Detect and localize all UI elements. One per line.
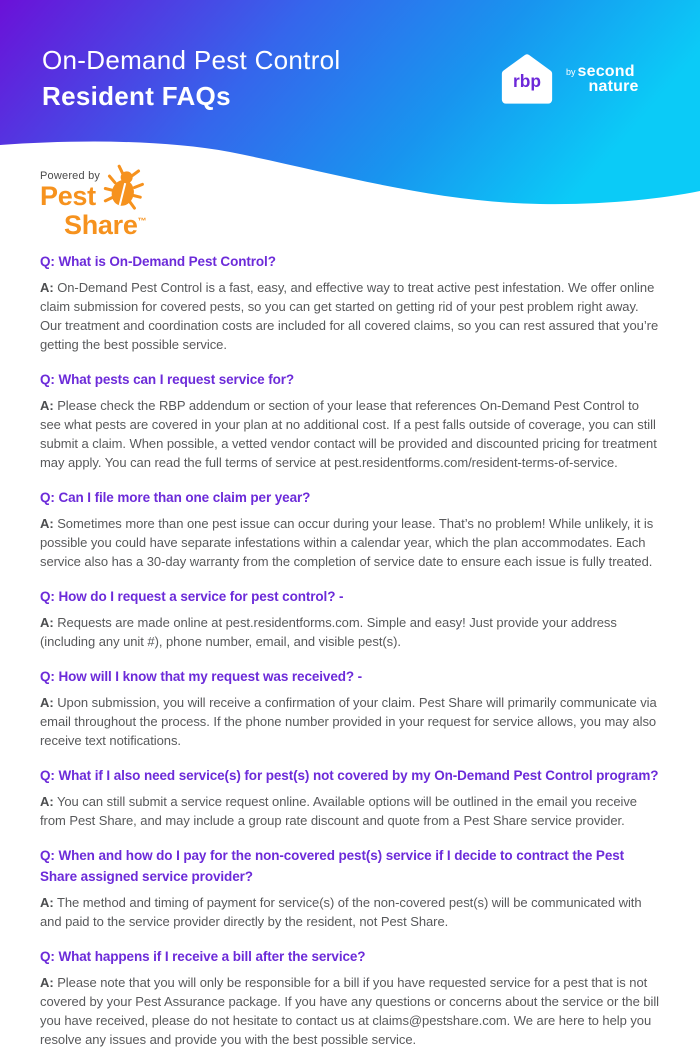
faq-item (40, 251, 660, 354)
faq-question: Q: What pests can I request service for? (40, 372, 295, 387)
faq-answer (40, 693, 660, 750)
answer-prefix: A: (40, 895, 54, 910)
faq-item (40, 845, 660, 931)
answer-prefix: A: (40, 280, 54, 295)
faq-answer (40, 613, 660, 651)
answer-text: Upon submission, you will receive a confirmation of your claim. Pest Share will primarily communicate via email throughout the process. If the phone number provided in your request for service allows, you may also receive text notifications. (40, 695, 657, 748)
second-nature-byline (566, 64, 639, 94)
answer-text: Please note that you will only be responsible for a bill if you have requested service for a pest that is not covered by your Pest Assurance package. If you have any questions or concerns about the service or the bill you have received, please do not hesitate to contact us at claims@pestshare.com. We are here to help you resolve any issues and provide you with the best possible service. (40, 975, 660, 1047)
rbp-logo-text: rbp (512, 71, 542, 92)
pestshare-word-pest: Pest (40, 181, 96, 211)
faq-item (40, 487, 660, 571)
faq-answer (40, 792, 660, 830)
answer-prefix: A: (40, 794, 54, 809)
answer-prefix: A: (40, 516, 54, 531)
pestshare-word-share-text: Share (64, 210, 138, 240)
faq-question: Q: Can I file more than one claim per year? (40, 490, 311, 505)
faq-question: Q: How do I request a service for pest control? - (40, 589, 344, 604)
answer-text: The method and timing of payment for service(s) of the non-covered pest(s) will be communicated with and paid to the service provider directly by the resident, not Pest Share. (40, 895, 642, 929)
pestshare-word-share (64, 209, 200, 240)
rbp-logo-icon (498, 51, 556, 108)
faq-list (0, 236, 700, 1049)
answer-text: Requests are made online at pest.residentforms.com. Simple and easy! Just provide your address (including any unit #), phone number, email, and visible pest(s). (40, 615, 617, 649)
powered-by-label: Powered by (40, 170, 101, 182)
answer-prefix: A: (40, 398, 54, 413)
faq-question: Q: How will I know that my request was received? - (40, 669, 363, 684)
byline-line1: second (577, 63, 635, 80)
faq-item (40, 946, 660, 1049)
answer-text: Sometimes more than one pest issue can occur during your lease. That’s no problem! While unlikely, it is possible you could have separate infestations within a calendar year, which the plan accommodates. Each service also has a 30-day warranty from the completion of service date to ensure each issue is fully treated. (40, 516, 654, 569)
byline-line2: nature (588, 78, 639, 95)
header-banner (0, 0, 700, 240)
faq-item (40, 666, 660, 750)
page-title (42, 44, 341, 112)
faq-question: Q: When and how do I pay for the non-covered pest(s) service if I decide to contract the Pest Share assigned service provider? (40, 848, 625, 884)
second-nature-wordmark (578, 64, 639, 94)
answer-text: You can still submit a service request online. Available options will be outlined in the email you receive from Pest Share, and may include a group rate discount and quote from a Pest Share service provider. (40, 794, 637, 828)
trademark-symbol: ™ (137, 216, 147, 226)
faq-answer (40, 278, 660, 354)
answer-prefix: A: (40, 615, 54, 630)
answer-prefix: A: (40, 975, 54, 990)
answer-prefix: A: (40, 695, 54, 710)
answer-text: On-Demand Pest Control is a fast, easy, and effective way to treat active pest infestation. We offer online claim submission for covered pests, so you can get started on getting rid of your pest problem right away. Our treatment and coordination costs are included for all covered claims, so you can rest assured that you’re getting the best possible service. (40, 280, 659, 352)
faq-item (40, 369, 660, 472)
faq-question: Q: What if I also need service(s) for pest(s) not covered by my On-Demand Pest Control program? (40, 768, 659, 783)
page-title-line1: On-Demand Pest Control (42, 45, 341, 75)
page-title-line2: Resident FAQs (42, 81, 231, 111)
faq-answer (40, 973, 660, 1049)
pestshare-logo (40, 170, 200, 240)
faq-answer (40, 893, 660, 931)
byline-by: by (566, 67, 576, 77)
faq-answer (40, 514, 660, 571)
faq-question: Q: What is On-Demand Pest Control? (40, 254, 276, 269)
faq-item (40, 765, 660, 830)
faq-question: Q: What happens if I receive a bill after the service? (40, 949, 366, 964)
faq-answer (40, 396, 660, 472)
faq-item (40, 586, 660, 651)
answer-text: Please check the RBP addendum or section of your lease that references On-Demand Pest Control to see what pests are covered in your plan at no additional cost. If a pest falls outside of coverage, you can still submit a claim. When possible, a vetted vendor contact will be provided and discounted pricing for treatment may apply. You can read the full terms of service at pest.residentforms.com/resident-terms-of-service. (40, 398, 657, 470)
